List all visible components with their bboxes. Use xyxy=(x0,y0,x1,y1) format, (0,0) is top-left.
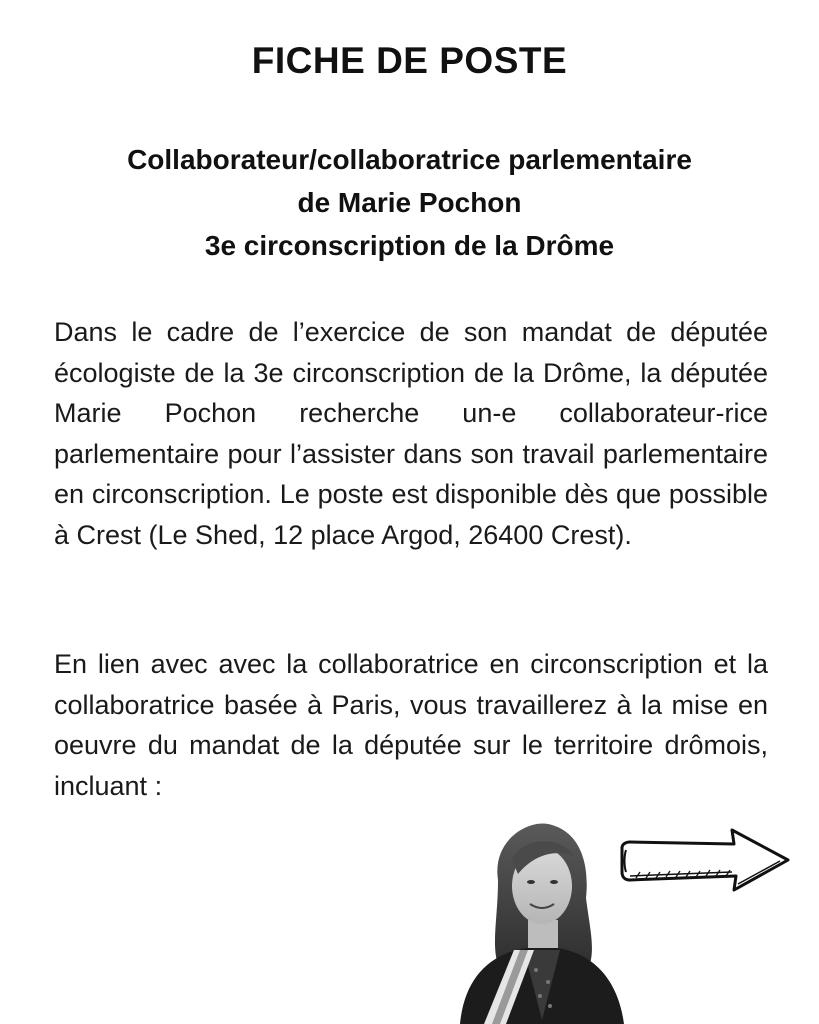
subtitle-line-constituency: 3e circonscription de la Drôme xyxy=(204,230,615,261)
job-subtitle xyxy=(0,138,819,267)
intro-paragraph: Dans le cadre de l’exercice de son mandat de députée écologiste de la 3e circonscription de la Drôme, la députée Marie Pochon recherche un-e collaborateur-rice parlementaire pour l’assister dans son travail parlementaire en circonscription. Le poste est disponible dès que possible à Crest (Le Shed, 12 place Argod, 26400 Crest). xyxy=(54,317,768,550)
subtitle-line-name: de Marie Pochon xyxy=(297,187,522,218)
subtitle-line-role: Collaborateur/collaboratrice parlementaire xyxy=(127,144,692,175)
mission-paragraph: En lien avec avec la collaboratrice en circonscription et la collaboratrice basée à Paris, vous travaillerez à la mise en oeuvre du mandat de la députée sur le territoire drômois, incluant : xyxy=(54,649,768,801)
arrow-right-icon xyxy=(616,826,794,896)
page-title: FICHE DE POSTE xyxy=(251,40,568,81)
portrait-photo xyxy=(440,820,640,1024)
